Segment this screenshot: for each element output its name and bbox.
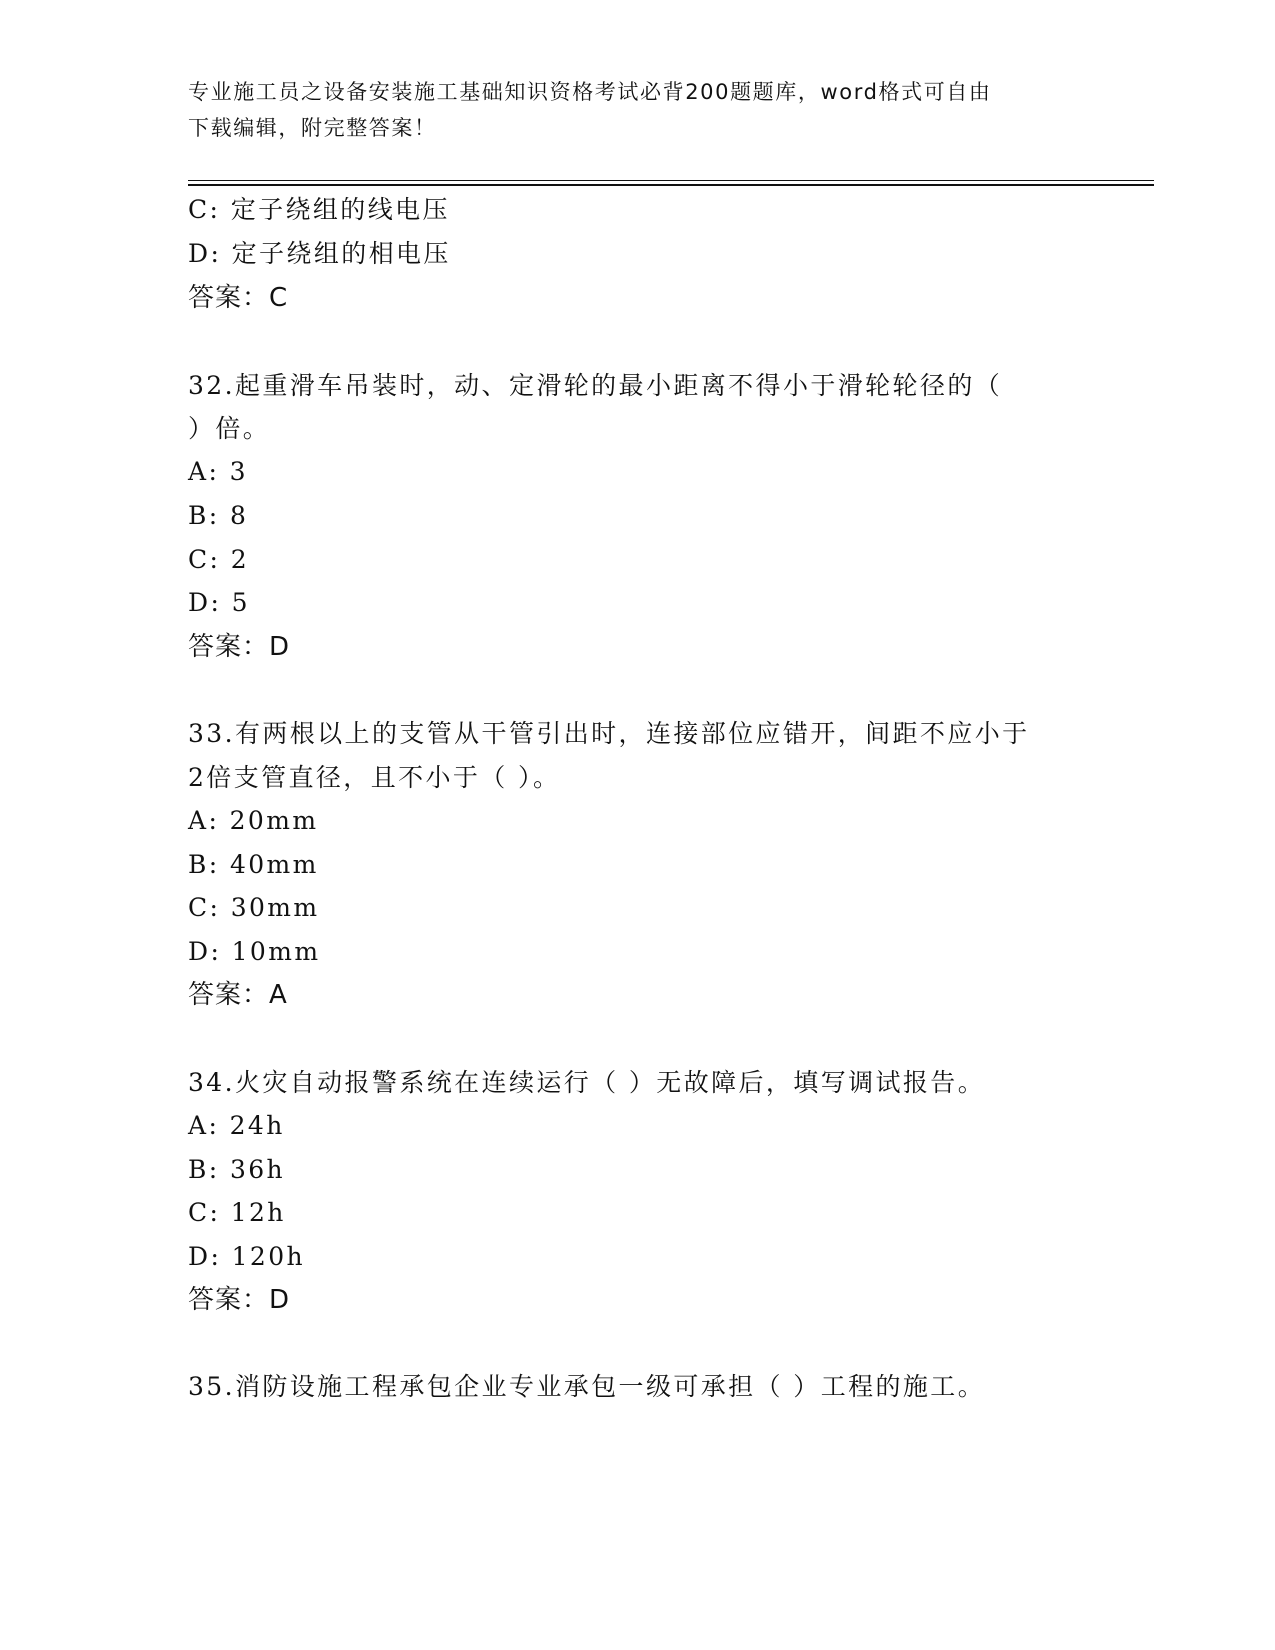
q33-option-a: A: 20mm (188, 806, 319, 835)
q34-option-c: C: 12h (188, 1198, 286, 1227)
q33-option-c: C: 30mm (188, 893, 320, 922)
q32-option-a: A: 3 (188, 457, 248, 486)
header-title-line-2: 下载编辑，附完整答案！ (188, 116, 437, 140)
q34-question-line-1: 34.火灾自动报警系统在连续运行（ ）无故障后，填写调试报告。 (188, 1068, 986, 1097)
q33-question-line-1: 33.有两根以上的支管从干管引出时，连接部位应错开，间距不应小于 (188, 719, 1030, 748)
q34-option-d: D: 120h (188, 1242, 306, 1271)
document-header (188, 74, 1088, 146)
q35-question-line-1: 35.消防设施工程承包企业专业承包一级可承担（ ）工程的施工。 (188, 1372, 986, 1401)
q32-question-line-1: 32.起重滑车吊装时，动、定滑轮的最小距离不得小于滑轮轮径的（ (188, 371, 1003, 400)
q31-option-d: D: 定子绕组的相电压 (188, 239, 451, 268)
q32-option-b: B: 8 (188, 501, 249, 530)
q33-option-d: D: 10mm (188, 937, 321, 966)
header-divider-thick (188, 184, 1154, 186)
q32-answer: 答案：D (188, 632, 291, 662)
q32-option-d: D: 5 (188, 588, 250, 617)
q33-option-b: B: 40mm (188, 850, 319, 879)
q34-option-b: B: 36h (188, 1155, 286, 1184)
q31-answer: 答案：C (188, 283, 289, 313)
q32-option-c: C: 2 (188, 545, 250, 574)
q32-question-line-2: ）倍。 (188, 414, 271, 443)
q31-option-c: C: 定子绕组的线电压 (188, 195, 450, 224)
q34-option-a: A: 24h (188, 1111, 285, 1140)
q33-question-line-2: 2倍支管直径，且不小于（ ）。 (188, 763, 561, 792)
q33-answer: 答案：A (188, 980, 288, 1010)
header-divider-thin (188, 180, 1154, 181)
q34-answer: 答案：D (188, 1285, 291, 1315)
header-title-line-1: 专业施工员之设备安装施工基础知识资格考试必背200题题库，word格式可自由 (188, 80, 992, 104)
